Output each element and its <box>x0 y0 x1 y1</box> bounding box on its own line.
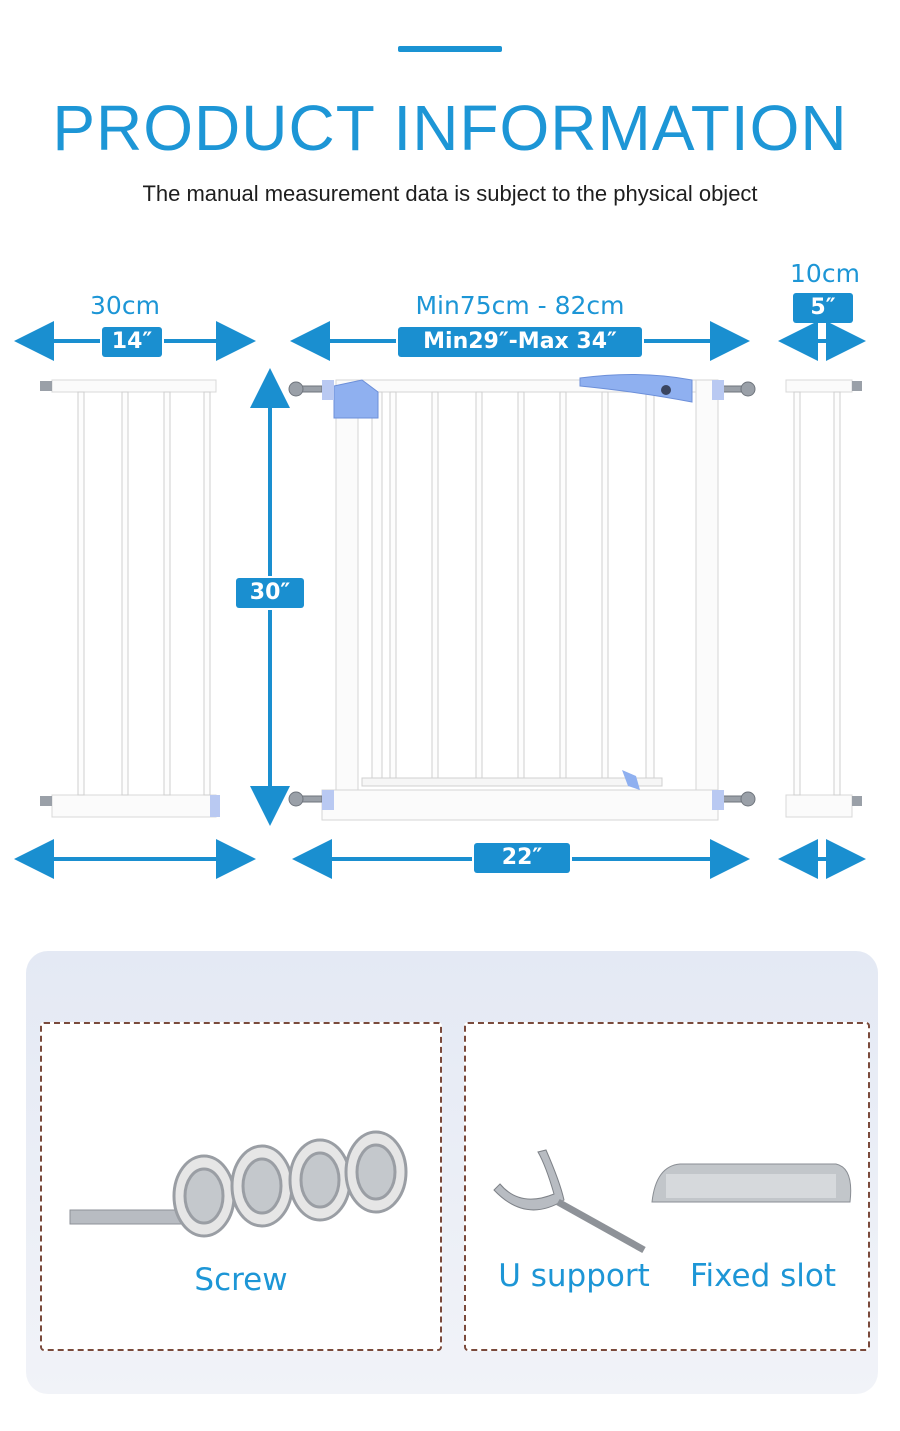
right-extension-panel <box>786 380 862 817</box>
gate-height-badge: 30″ <box>236 578 304 608</box>
screw-label: Screw <box>194 1262 288 1298</box>
left-extension-width-badge: 14″ <box>102 327 162 357</box>
u-support-fixed-slot-card <box>464 1022 870 1351</box>
gate-width-badge: Min29″-Max 34″ <box>398 327 642 357</box>
fixed-slot-image <box>652 1164 851 1202</box>
screw-card <box>40 1022 442 1351</box>
right-extension-width-cm: 10cm <box>790 259 860 288</box>
left-extension-width-cm: 30cm <box>90 291 160 320</box>
right-extension-width-badge: 5″ <box>793 293 853 323</box>
door-width-badge: 22″ <box>474 843 570 873</box>
main-gate <box>289 374 755 820</box>
page-subtitle: The manual measurement data is subject to the physical object <box>142 181 758 206</box>
u-support-label: U support <box>498 1258 650 1294</box>
fixed-slot-label: Fixed slot <box>689 1258 837 1294</box>
left-extension-panel <box>40 380 220 817</box>
page-title: PRODUCT INFORMATION <box>52 92 848 164</box>
gate-width-cm: Min75cm - 82cm <box>415 291 625 320</box>
